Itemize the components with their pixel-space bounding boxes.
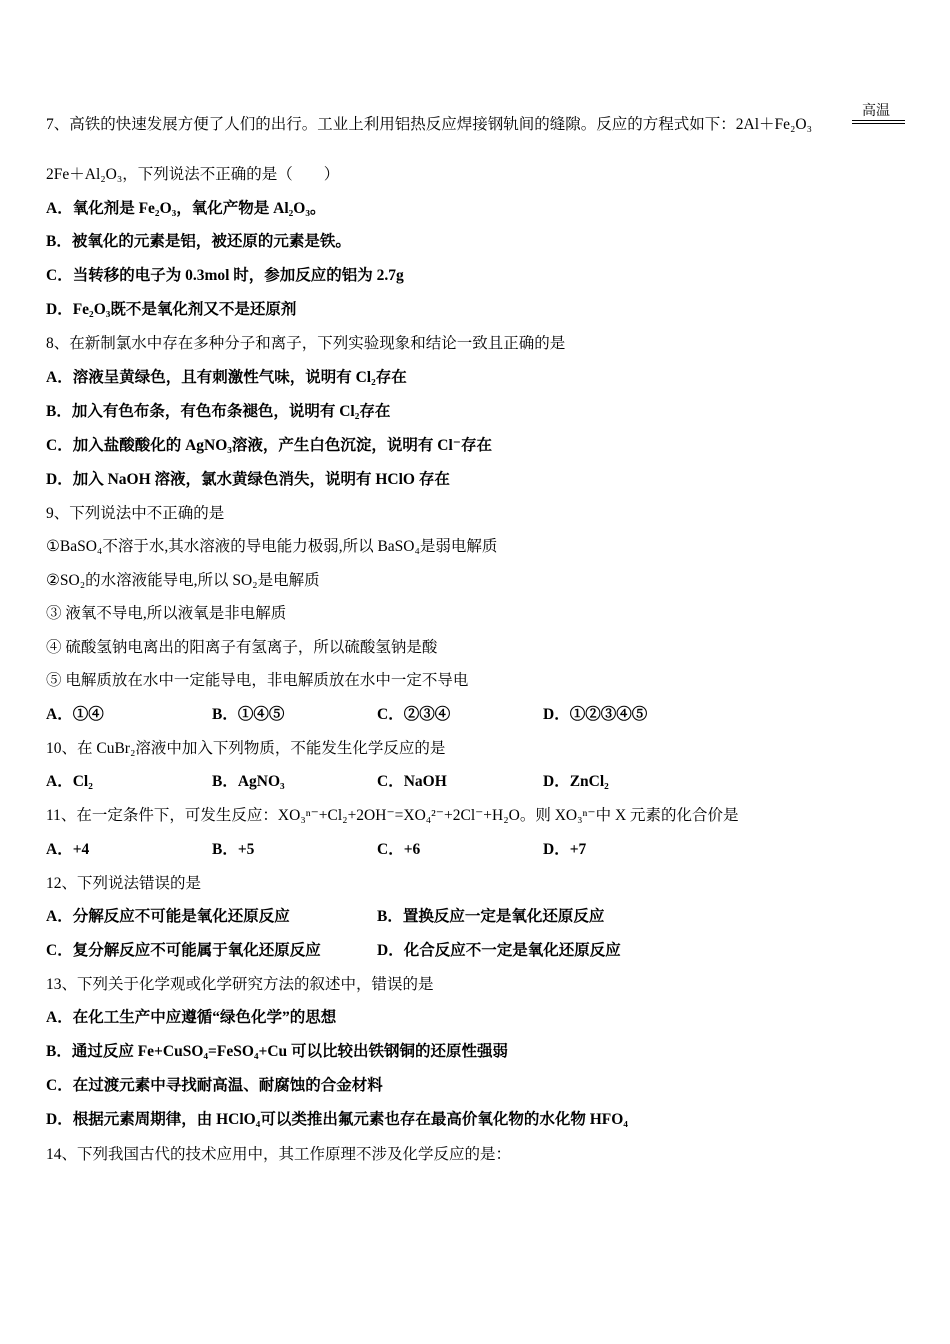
q8-option-a: A．溶液呈黄绿色，且有刺激性气味，说明有 Cl₂存在	[46, 369, 407, 386]
q13-option-c: C．在过渡元素中寻找耐高温、耐腐蚀的合金材料	[46, 1077, 383, 1094]
q11-option-c: C．+6	[377, 841, 421, 858]
q9-statement-1: ①BaSO₄不溶于水,其水溶液的导电能力极弱,所以 BaSO₄是弱电解质	[46, 538, 498, 555]
q9-statement-5: ⑤ 电解质放在水中一定能导电，非电解质放在水中一定不导电	[46, 672, 469, 689]
q12-option-d: D．化合反应不一定是氧化还原反应	[377, 942, 621, 959]
q9-statement-4: ④ 硫酸氢钠电离出的阳离子有氢离子，所以硫酸氢钠是酸	[46, 639, 438, 656]
q10-option-b: B．AgNO₃	[212, 773, 285, 790]
q10-stem: 10、在 CuBr₂溶液中加入下列物质，不能发生化学反应的是	[46, 740, 446, 757]
q12-option-c: C．复分解反应不可能属于氧化还原反应	[46, 942, 321, 959]
q11-stem: 11、在一定条件下，可发生反应：XO₃ⁿ⁻+Cl₂+2OH⁻=XO₄²⁻+2Cl⁻+H₂O。则 XO₃ⁿ⁻中 X 元素的化合价是	[46, 807, 739, 824]
reaction-condition: 高温	[862, 104, 890, 119]
q7-option-a: A．氧化剂是 Fe₂O₃，氧化产物是 Al₂O₃。	[46, 200, 326, 217]
q9-statement-2: ②SO₂的水溶液能导电,所以 SO₂是电解质	[46, 572, 320, 589]
q8-stem: 8、在新制氯水中存在多种分子和离子，下列实验现象和结论一致且正确的是	[46, 335, 566, 352]
q9-option-d: D．①②③④⑤	[543, 706, 648, 723]
q9-stem: 9、下列说法中不正确的是	[46, 505, 225, 522]
q10-option-c: C．NaOH	[377, 773, 447, 790]
q10-option-d: D．ZnCl₂	[543, 773, 609, 790]
equals-sign	[852, 120, 905, 124]
q7-option-c: C．当转移的电子为 0.3mol 时，参加反应的铝为 2.7g	[46, 267, 404, 284]
q9-option-b: B．①④⑤	[212, 706, 285, 723]
q11-option-a: A．+4	[46, 841, 90, 858]
q9-option-a: A．①④	[46, 706, 104, 723]
q12-stem: 12、下列说法错误的是	[46, 875, 202, 892]
q12-option-b: B．置换反应一定是氧化还原反应	[377, 908, 605, 925]
q11-option-b: B．+5	[212, 841, 255, 858]
q14-stem: 14、下列我国古代的技术应用中，其工作原理不涉及化学反应的是：	[46, 1146, 512, 1163]
q13-option-a: A．在化工生产中应遵循“绿色化学”的思想	[46, 1009, 337, 1026]
q7-stem-cont: 2Fe＋Al₂O₃，下列说法不正确的是（ ）	[46, 166, 340, 183]
q10-option-a: A．Cl₂	[46, 773, 93, 790]
q12-option-a: A．分解反应不可能是氧化还原反应	[46, 908, 290, 925]
q13-option-b: B．通过反应 Fe+CuSO₄=FeSO₄+Cu 可以比较出铁钢铜的还原性强弱	[46, 1043, 509, 1060]
q8-option-b: B．加入有色布条，有色布条褪色，说明有 Cl₂存在	[46, 403, 391, 420]
q9-statement-3: ③ 液氧不导电,所以液氧是非电解质	[46, 605, 287, 622]
q11-option-d: D．+7	[543, 841, 587, 858]
q7-stem: 7、高铁的快速发展方便了人们的出行。工业上利用铝热反应焊接钢轨间的缝隙。反应的方程式如下：2Al＋Fe₂O₃	[46, 116, 813, 133]
q8-option-c: C．加入盐酸酸化的 AgNO₃溶液，产生白色沉淀，说明有 Cl⁻存在	[46, 437, 492, 454]
q7-option-b: B．被氧化的元素是铝，被还原的元素是铁。	[46, 233, 351, 250]
q13-option-d: D．根据元素周期律，由 HClO₄可以类推出氟元素也存在最高价氧化物的水化物 HFO₄	[46, 1111, 628, 1128]
q7-option-d: D．Fe₂O₃既不是氧化剂又不是还原剂	[46, 301, 297, 318]
q9-option-c: C．②③④	[377, 706, 451, 723]
q8-option-d: D．加入 NaOH 溶液，氯水黄绿色消失，说明有 HClO 存在	[46, 471, 450, 488]
q13-stem: 13、下列关于化学观或化学研究方法的叙述中，错误的是	[46, 976, 434, 993]
